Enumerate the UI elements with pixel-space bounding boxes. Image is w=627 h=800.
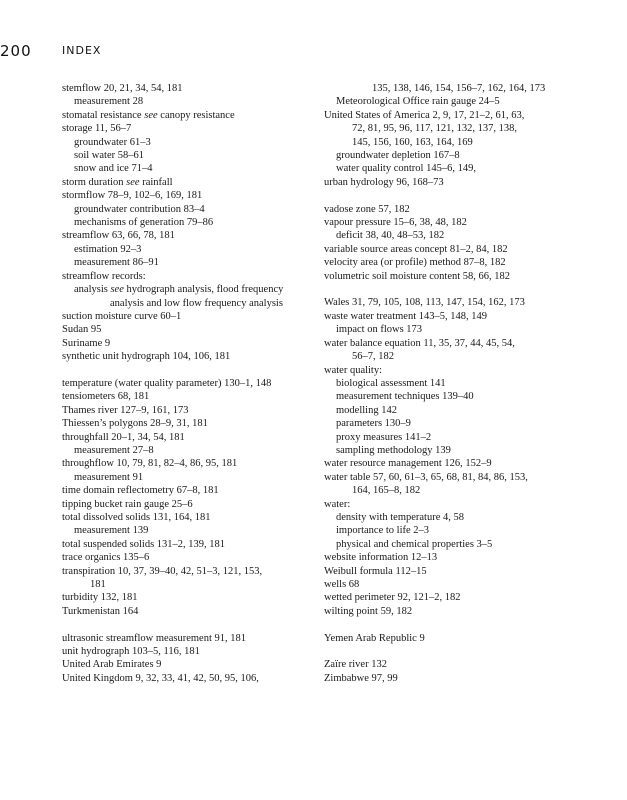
index-gap [324,189,584,202]
index-subentry: deficit 38, 40, 48–53, 182 [336,230,445,242]
index-gap [62,364,320,377]
entry-text: hydrograph analysis, flood frequency [123,284,284,296]
index-continuation: 181 [90,579,106,591]
index-entry: unit hydrograph 103–5, 116, 181 [62,646,200,658]
index-subentry [62,283,320,296]
index-entry: Zaïre river 132 [324,659,387,671]
index-column-right [324,82,584,685]
page-number: 200 [0,42,32,60]
index-subentry: estimation 92–3 [74,243,142,255]
index-subentry: importance to life 2–3 [336,525,430,537]
index-subentry: parameters 130–9 [336,418,411,430]
index-gap [62,618,320,631]
index-entry: Thiessen’s polygons 28–9, 31, 181 [62,418,208,430]
index-entry [62,176,320,189]
index-gap [324,645,584,658]
index-subentry: water quality control 145–6, 149, [336,163,476,175]
index-entry: volumetric soil moisture content 58, 66, 182 [324,270,511,282]
index-entry: temperature (water quality parameter) 130–1, 148 [62,377,272,389]
index-gap [324,283,584,296]
index-entry: tensiometers 68, 181 [62,391,150,403]
index-entry [62,109,320,122]
index-subentry: groundwater depletion 167–8 [336,150,460,162]
index-entry: Thames river 127–9, 161, 173 [62,404,189,416]
index-entry: variable source areas concept 81–2, 84, 182 [324,243,508,255]
index-entry: website information 12–13 [324,552,438,564]
index-continuation: 72, 81, 95, 96, 117, 121, 132, 137, 138, [352,123,517,135]
index-entry: water resource management 126, 152–9 [324,458,492,470]
index-entry: stemflow 20, 21, 34, 54, 181 [62,83,183,94]
entry-text: storm duration [62,176,127,188]
index-entry: water quality: [324,364,383,376]
index-entry: time domain reflectometry 67–8, 181 [62,485,219,497]
index-entry: Yemen Arab Republic 9 [324,632,425,644]
index-subentry: measurement 27–8 [74,444,154,456]
index-entry: total suspended solids 131–2, 139, 181 [62,538,226,550]
page-header [0,42,627,62]
index-continuation: 145, 156, 160, 163, 164, 169 [352,136,473,148]
index-entry: water balance equation 11, 35, 37, 44, 45, 54, [324,337,515,349]
index-subentry: impact on flows 173 [336,324,423,336]
index-subentry: soil water 58–61 [74,150,144,162]
index-continuation: 164, 165–8, 182 [352,485,421,497]
index-entry: throughfall 20–1, 34, 54, 181 [62,431,185,443]
index-entry: streamflow records: [62,270,146,282]
index-entry: suction moisture curve 60–1 [62,310,182,322]
index-subentry: groundwater contribution 83–4 [74,203,205,215]
index-continuation: 56–7, 182 [352,351,394,363]
index-subentry: measurement 91 [74,471,144,483]
index-continuation: analysis and low flow frequency analysis [110,297,283,309]
index-subentry: groundwater 61–3 [74,136,151,148]
index-subentry: measurement techniques 139–40 [336,391,474,403]
see-reference: see [110,284,124,296]
index-subentry: mechanisms of generation 79–86 [74,217,214,229]
index-subentry: measurement 28 [74,96,144,108]
index-entry: wetted perimeter 92, 121–2, 182 [324,592,461,604]
index-entry: wilting point 59, 182 [324,605,413,617]
index-subentry: physical and chemical properties 3–5 [336,538,493,550]
index-entry: Sudan 95 [62,324,102,336]
index-column-left [62,82,320,685]
index-entry: storage 11, 56–7 [62,123,132,135]
index-entry: Turkmenistan 164 [62,605,139,617]
index-subentry: snow and ice 71–4 [74,163,153,175]
index-entry: transpiration 10, 37, 39–40, 42, 51–3, 121, 153, [62,565,263,577]
index-entry: waste water treatment 143–5, 148, 149 [324,310,487,322]
index-entry: stormflow 78–9, 102–6, 169, 181 [62,190,203,202]
index-entry: United Arab Emirates 9 [62,659,162,671]
index-subentry: density with temperature 4, 58 [336,511,465,523]
index-entry: throughflow 10, 79, 81, 82–4, 86, 95, 181 [62,458,238,470]
index-entry: turbidity 132, 181 [62,592,138,604]
entry-text: canopy resistance [157,109,235,121]
index-subentry: proxy measures 141–2 [336,431,432,443]
index-entry: Wales 31, 79, 105, 108, 113, 147, 154, 162, 173 [324,297,525,309]
index-entry: ultrasonic streamflow measurement 91, 181 [62,632,246,644]
index-entry: Suriname 9 [62,337,111,349]
index-entry: urban hydrology 96, 168–73 [324,176,444,188]
entry-text: rainfall [139,176,173,188]
index-entry: water: [324,498,351,510]
running-head: INDEX [62,44,102,57]
index-subentry: measurement 86–91 [74,257,159,269]
index-subentry: biological assessment 141 [336,377,446,389]
index-entry: velocity area (or profile) method 87–8, 182 [324,257,506,269]
index-entry: United States of America 2, 9, 17, 21–2, 61, 63, [324,109,525,121]
index-entry: trace organics 135–6 [62,552,150,564]
index-continuation: 135, 138, 146, 154, 156–7, 162, 164, 173 [372,83,546,94]
see-reference: see [126,176,140,188]
index-entry: Zimbabwe 97, 99 [324,672,398,684]
index-entry: streamflow 63, 66, 78, 181 [62,230,175,242]
index-entry: total dissolved solids 131, 164, 181 [62,511,211,523]
index-entry: synthetic unit hydrograph 104, 106, 181 [62,351,231,363]
see-reference: see [144,109,158,121]
index-entry: vapour pressure 15–6, 38, 48, 182 [324,217,467,229]
entry-text: stomatal resistance [62,109,145,121]
index-gap [324,618,584,631]
index-entry: United Kingdom 9, 32, 33, 41, 42, 50, 95, 106, [62,672,259,684]
index-entry: water table 57, 60, 61–3, 65, 68, 81, 84, 86, 153, [324,471,528,483]
index-subentry: Meteorological Office rain gauge 24–5 [336,96,500,108]
index-subentry: measurement 139 [74,525,149,537]
index-entry: Weibull formula 112–15 [324,565,427,577]
index-entry: tipping bucket rain gauge 25–6 [62,498,193,510]
index-entry: wells 68 [324,579,360,590]
entry-text: analysis [74,284,111,296]
index-entry: vadose zone 57, 182 [324,203,410,215]
index-subentry: sampling methodology 139 [336,444,451,456]
index-subentry: modelling 142 [336,404,397,416]
